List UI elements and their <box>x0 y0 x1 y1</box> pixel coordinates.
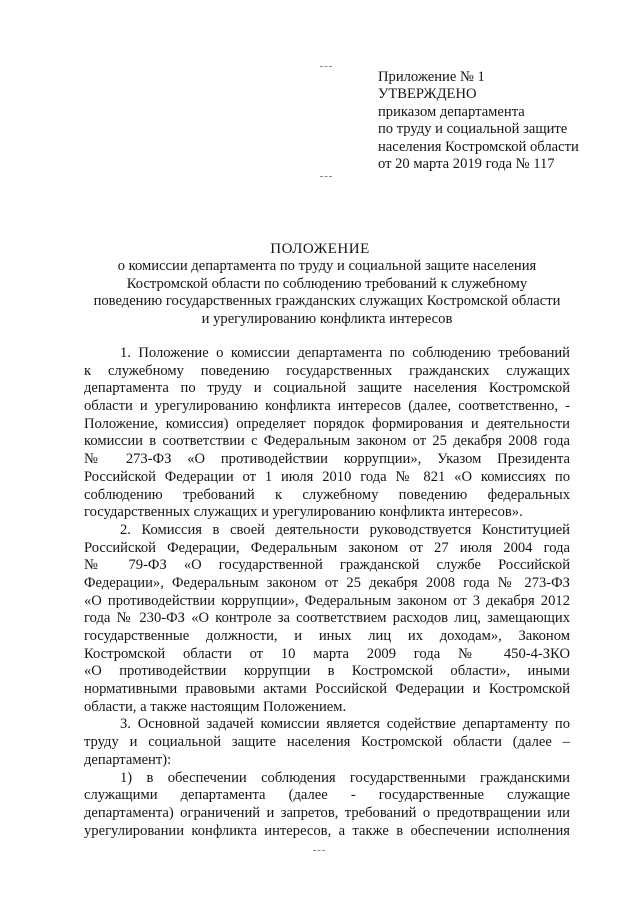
body-line: года № 230-ФЗ «О контроле за соответствием расходов лиц, замещающих <box>84 610 570 627</box>
body-line: «О противодействии коррупции», Федеральным законом от 3 декабря 2012 <box>84 592 570 609</box>
body-line: урегулировании конфликта интересов, а также в обеспечении исполнения <box>84 822 570 839</box>
approval-stamp <box>378 69 628 173</box>
body-line: № 273-ФЗ «О противодействии коррупции», Указом Президента <box>84 451 570 468</box>
body-line: департамента) ограничений и запретов, требований о предотвращении или <box>84 804 570 821</box>
body-line: Федерации», Федеральным законом от 25 декабря 2008 года № 273-ФЗ <box>84 574 570 591</box>
body-line: Положение, комиссия) определяет порядок формирования и деятельности <box>84 415 570 432</box>
approval-line: по труду и социальной защите <box>378 121 568 138</box>
body-line: Российской Федерации от 1 июля 2010 года № 821 «О комиссиях по <box>84 468 570 485</box>
document-subtitle <box>70 258 584 328</box>
subtitle-line: о комиссии департамента по труду и социальной защите населения <box>117 258 537 274</box>
approval-line: от 20 марта 2019 года № 117 <box>378 156 555 173</box>
scan-mark <box>320 66 332 69</box>
document-body <box>84 345 570 840</box>
body-line: служащими департамента (далее - государственные служащие <box>84 787 570 804</box>
subtitle-line: и урегулированию конфликта интересов <box>201 310 453 327</box>
body-line: 1) в обеспечении соблюдения государственными гражданскими <box>120 769 570 786</box>
body-line: государственные должности, и иных лиц их доходам», Законом <box>84 628 570 644</box>
body-line: департамент): <box>84 751 172 768</box>
body-line: труду и социальной защите населения Костромской области (далее – <box>84 734 570 751</box>
approval-line: приказом департамента <box>378 103 525 120</box>
body-line: области, а также настоящим Положением. <box>84 698 347 715</box>
approval-line: Приложение № 1 <box>378 69 485 85</box>
scan-mark <box>320 176 332 179</box>
body-line: нормативными правовыми актами Российской Федерации и Костромской <box>84 681 570 698</box>
subtitle-line: поведению государственных гражданских служащих Костромской области <box>93 293 561 309</box>
body-line: 3. Основной задачей комиссии является содействие департаменту по <box>120 716 570 733</box>
body-line: соблюдению требований к служебному поведению федеральных <box>84 486 570 503</box>
scan-mark <box>313 850 325 853</box>
body-line: № 79-ФЗ «О государственной гражданской службе Российской <box>84 557 570 574</box>
body-line: государственных служащих и урегулированию конфликта интересов». <box>84 504 523 521</box>
body-line: Костромской области от 10 марта 2009 года № 450-4-ЗКО <box>84 645 570 662</box>
document-title: ПОЛОЖЕНИЕ <box>270 241 370 257</box>
body-line: департамента по труду и социальной защите населения Костромской <box>84 380 570 397</box>
body-line: к служебному поведению государственных гражданских служащих <box>84 362 570 379</box>
body-line: «О противодействии коррупции в Костромской области», иными <box>84 663 570 680</box>
body-line: 1. Положение о комиссии департамента по соблюдению требований <box>120 345 570 361</box>
approval-line: населения Костромской области <box>378 138 579 155</box>
body-line: 2. Комиссия в своей деятельности руководствуется Конституцией <box>120 521 570 538</box>
approval-line: УТВЕРЖДЕНО <box>378 86 477 103</box>
body-line: комиссии в соответствии с Федеральным законом от 25 декабря 2008 года <box>84 433 570 450</box>
subtitle-line: Костромской области по соблюдению требований к служебному <box>126 275 528 292</box>
body-line: Российской Федерации, Федеральным законом от 27 июля 2004 года <box>84 539 570 556</box>
body-line: области и урегулированию конфликта интересов (далее, соответственно, - <box>84 398 570 415</box>
